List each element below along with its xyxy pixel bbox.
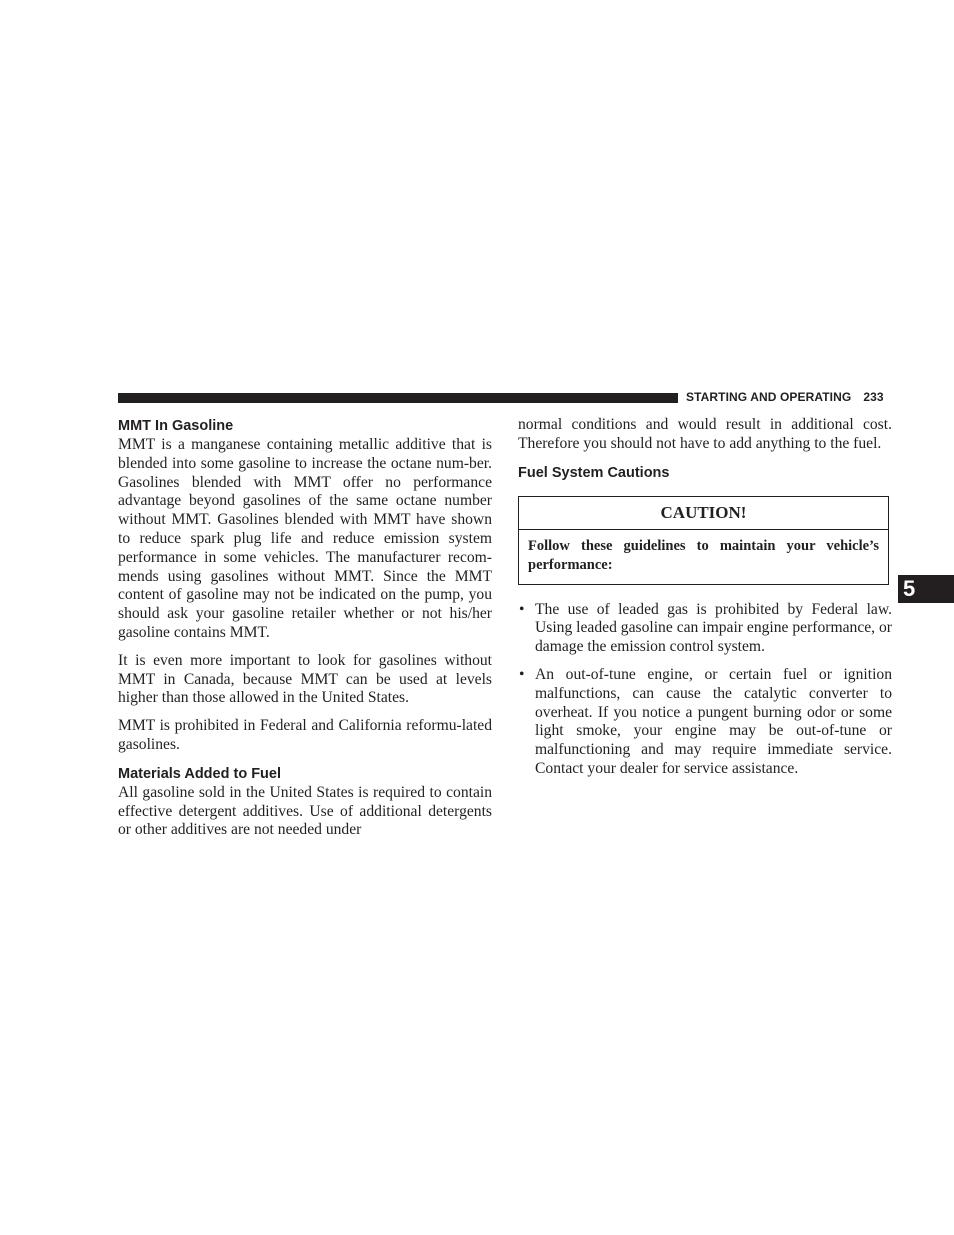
- caution-box: [518, 496, 889, 585]
- running-header: [686, 390, 884, 404]
- heading-fuel-system-cautions: Fuel System Cautions: [518, 464, 670, 481]
- section-title: STARTING AND OPERATING: [686, 390, 852, 404]
- list-item-text: The use of leaded gas is prohibited by Federal law. Using leaded gasoline can impair engine performance, or damage the emission control system.: [535, 600, 892, 656]
- list-item: [518, 601, 892, 657]
- paragraph-mmt-2: It is even more important to look for gasolines without MMT in Canada, because MMT can be used at levels higher than those allowed in the United States.: [118, 651, 492, 707]
- left-column: [118, 416, 492, 840]
- paragraph-materials: All gasoline sold in the United States is required to contain effective detergent additives. Use of additional detergents or other additives are not needed under: [118, 783, 492, 839]
- bullet-icon: •: [519, 600, 525, 618]
- heading-mmt-in-gasoline: MMT In Gasoline: [118, 418, 234, 434]
- caution-body: Follow these guidelines to maintain your vehicle’s performance:: [528, 537, 879, 573]
- caution-bullet-list: [518, 601, 892, 779]
- paragraph-mmt-3: MMT is prohibited in Federal and California reformu-lated gasolines.: [118, 717, 492, 753]
- page-number: 233: [863, 390, 884, 404]
- list-item-text: An out-of-tune engine, or certain fuel or ignition malfunctions, can cause the catalytic converter to overheat. If you notice a pungent burning odor or some light smoke, your engine may be out-of-tune or malfunctioning and may require immediate service. Contact your dealer for service assistance.: [535, 665, 892, 777]
- heading-materials-added: Materials Added to Fuel: [118, 765, 282, 782]
- header-rule: [118, 393, 678, 403]
- chapter-tab: 5: [898, 575, 954, 603]
- caution-title: CAUTION!: [519, 497, 888, 530]
- paragraph-mmt-1: MMT is a manganese containing metallic additive that is blended into some gasoline to increase the octane num-ber. Gasolines blended with MMT offer no performance advantage beyond gasolines of the same octane number without MMT. Gasolines blended with MMT have shown to reduce spark plug life and reduce emission system performance in some vehicles. The manufacturer recom-mends using gasolines without MMT. Since the MMT content of gasoline may not be indicated on the pump, you should ask your gasoline retailer whether or not his/her gasoline contains MMT.: [118, 436, 492, 641]
- list-item: [518, 666, 892, 779]
- paragraph-continued: normal conditions and would result in additional cost. Therefore you should not have to add anything to the fuel.: [518, 416, 892, 452]
- bullet-icon: •: [519, 665, 525, 683]
- right-column: [518, 416, 892, 779]
